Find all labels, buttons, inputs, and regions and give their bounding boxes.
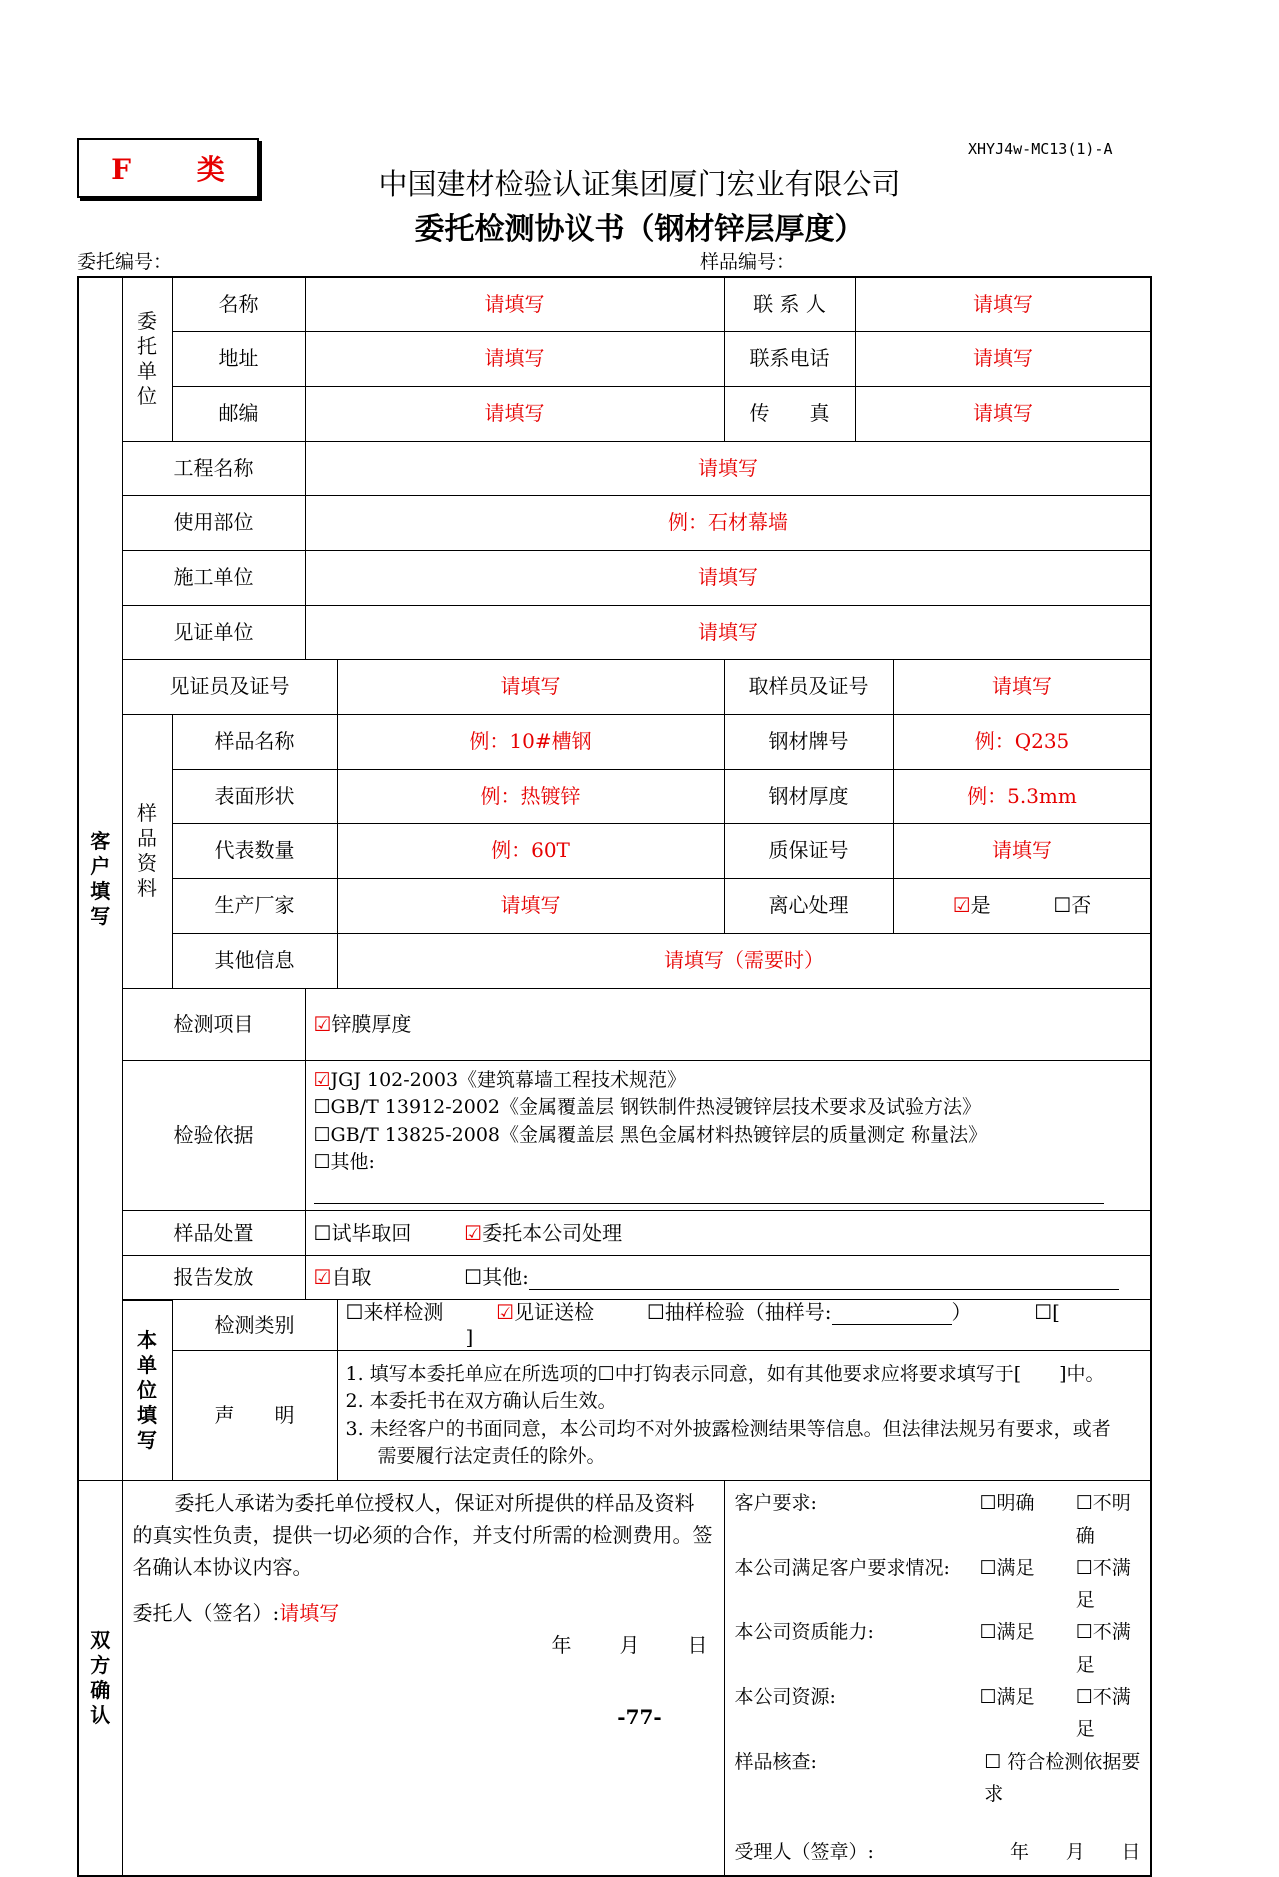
- review-meet: 本公司满足客户要求情况: ☐满足 ☐不满足: [734, 1556, 1131, 1612]
- section-client-label: 客 户 填 写: [78, 277, 122, 1481]
- entrust-no-label: 委托编号：: [77, 251, 173, 273]
- manufacturer-label: 生产厂家: [172, 878, 337, 933]
- cert-value[interactable]: 请填写: [893, 823, 1151, 878]
- company-name: 中国建材检验认证集团厦门宏业有限公司: [378, 167, 901, 201]
- constructor-label: 施工单位: [122, 550, 305, 605]
- thickness-label: 钢材厚度: [724, 769, 893, 823]
- sample-name-label: 样品名称: [172, 714, 337, 769]
- basis-item: ☐其他:: [314, 1149, 1151, 1204]
- test-type-witness-checkbox[interactable]: ☑: [496, 1300, 515, 1325]
- disposal-return-checkbox[interactable]: ☐: [313, 1220, 332, 1245]
- entrust-unit-label: 委 托 单 位: [122, 277, 172, 441]
- promise-text: 委托人承诺为委托单位授权人，保证对所提供的样品及资料的真实性负责，提供一切必须的合作，并支付所需的检测费用。签名确认本协议内容。: [132, 1491, 713, 1580]
- witness-unit-value[interactable]: 请填写: [305, 605, 1151, 659]
- address-value[interactable]: 请填写: [305, 331, 724, 386]
- review-sample-check: 样品核查: ☐ 符合检测依据要求: [734, 1750, 1141, 1805]
- other-info-label: 其他信息: [172, 933, 337, 988]
- centrifuge-options: [893, 878, 1151, 933]
- address-label: 地址: [172, 331, 305, 386]
- quantity-label: 代表数量: [172, 823, 337, 878]
- quantity-value[interactable]: 例：60T: [337, 823, 724, 878]
- sample-no-label: 样品编号：: [700, 251, 796, 273]
- client-signature-value[interactable]: 请填写: [279, 1601, 340, 1626]
- basis-item: ☐GB/T 13825-2008《金属覆盖层 黑色金属材料热镀锌层的质量测定 称量法》: [313, 1123, 988, 1146]
- test-type-options: ☐来样检测 ☑见证送检 ☐抽样检验（抽样号: ） ☐[]: [337, 1300, 1151, 1351]
- section-both-label: 双 方 确 认: [78, 1481, 122, 1876]
- contact-value[interactable]: 请填写: [855, 277, 1151, 331]
- test-type-sample-checkbox[interactable]: ☐: [345, 1300, 364, 1325]
- witness-person-label: 见证员及证号: [122, 659, 337, 714]
- category-badge: F 类: [77, 138, 259, 198]
- test-item-checkbox[interactable]: ☑: [313, 1011, 332, 1036]
- centrifuge-no-checkbox[interactable]: ☐: [1053, 893, 1072, 917]
- page-number: -77-: [617, 1705, 662, 1729]
- sampler-value[interactable]: 请填写: [893, 659, 1151, 714]
- sample-name-value[interactable]: 例：10#槽钢: [337, 714, 724, 769]
- witness-person-value[interactable]: 请填写: [337, 659, 724, 714]
- fax-value[interactable]: 请填写: [855, 386, 1151, 441]
- phone-label: 联系电话: [724, 331, 855, 386]
- surface-value[interactable]: 例：热镀锌: [337, 769, 724, 823]
- centrifuge-no-label: 否: [1071, 893, 1092, 917]
- review-resource: 本公司资源: ☐满足 ☐不满足: [734, 1686, 1131, 1741]
- section-unit-label: 本 单 位 填 写: [122, 1300, 172, 1481]
- basis-checkbox[interactable]: ☐: [313, 1096, 331, 1119]
- disposal-return-label: 试毕取回: [331, 1220, 412, 1245]
- test-item-label: 检测项目: [122, 988, 305, 1060]
- report-options: [305, 1256, 1151, 1300]
- statement-label: 声 明: [172, 1351, 337, 1481]
- basis-checkbox[interactable]: ☐: [313, 1123, 331, 1146]
- centrifuge-yes-checkbox[interactable]: ☑: [952, 893, 971, 917]
- fax-label: 传 真: [724, 386, 855, 441]
- client-signature: 委托人（签名）:请填写: [132, 1601, 340, 1626]
- surface-label: 表面形状: [172, 769, 337, 823]
- disposal-label: 样品处置: [122, 1211, 305, 1256]
- test-type-sampling-checkbox[interactable]: ☐: [646, 1300, 665, 1325]
- project-name-value[interactable]: 请填写: [305, 441, 1151, 495]
- agreement-form: [77, 276, 1152, 1877]
- test-type-other-checkbox[interactable]: ☐: [1034, 1300, 1053, 1325]
- disposal-company-checkbox[interactable]: ☑: [464, 1220, 483, 1245]
- manufacturer-value[interactable]: 请填写: [337, 878, 724, 933]
- basis-checkbox[interactable]: ☑: [313, 1068, 331, 1091]
- test-type-label: 检测类别: [172, 1300, 337, 1351]
- centrifuge-label: 离心处理: [724, 878, 893, 933]
- witness-unit-label: 见证单位: [122, 605, 305, 659]
- basis-item: ☑JGJ 102-2003《建筑幕墙工程技术规范》: [313, 1068, 687, 1091]
- constructor-value[interactable]: 请填写: [305, 550, 1151, 605]
- report-other-checkbox[interactable]: ☐: [464, 1265, 483, 1290]
- phone-value[interactable]: 请填写: [855, 331, 1151, 386]
- document-code: XHYJ4w-MC13(1)-A: [968, 140, 1113, 158]
- client-date: 年 月 日: [551, 1633, 708, 1658]
- report-self-checkbox[interactable]: ☑: [313, 1265, 332, 1290]
- statement-text: 1. 填写本委托单应在所选项的☐中打钩表示同意，如有其他要求应将要求填写于[ ]中。 2. 本委托书在双方确认后生效。 3. 未经客户的书面同意，本公司均不对外披露检测结果等信息。但法律法规另有要求，或者 需要履行法定责任的除外。: [337, 1351, 1151, 1481]
- review-client-req: 客户要求: ☐明确 ☐不明确: [734, 1492, 1131, 1547]
- postcode-value[interactable]: 请填写: [305, 386, 724, 441]
- report-self-label: 自取: [331, 1265, 372, 1290]
- review-cell: [724, 1481, 1151, 1876]
- other-info-value[interactable]: 请填写（需要时）: [337, 933, 1151, 988]
- cert-label: 质保证号: [724, 823, 893, 878]
- thickness-value[interactable]: 例：5.3mm: [893, 769, 1151, 823]
- steel-grade-label: 钢材牌号: [724, 714, 893, 769]
- name-label: 名称: [172, 277, 305, 331]
- basis-item: ☐GB/T 13912-2002《金属覆盖层 钢铁制件热浸镀锌层技术要求及试验方法》: [313, 1096, 982, 1119]
- usage-value[interactable]: 例：石材幕墙: [305, 495, 1151, 550]
- sampling-no-input[interactable]: [832, 1304, 952, 1325]
- sampler-label: 取样员及证号: [724, 659, 893, 714]
- page-title: 委托检测协议书（钢材锌层厚度）: [414, 212, 865, 247]
- steel-grade-value[interactable]: 例：Q235: [893, 714, 1151, 769]
- basis-options: [305, 1060, 1151, 1211]
- receiver-signature: 受理人（签章）: 年 月 日: [734, 1841, 1141, 1864]
- basis-checkbox[interactable]: ☐: [313, 1151, 331, 1174]
- usage-label: 使用部位: [122, 495, 305, 550]
- report-other-label: 其他:: [482, 1265, 529, 1290]
- test-item-value: 锌膜厚度: [331, 1011, 412, 1036]
- client-promise-cell: [122, 1481, 724, 1876]
- postcode-label: 邮编: [172, 386, 305, 441]
- basis-label: 检验依据: [122, 1060, 305, 1211]
- name-value[interactable]: 请填写: [305, 277, 724, 331]
- basis-other-input[interactable]: [314, 1183, 1104, 1204]
- review-qual: 本公司资质能力: ☐满足 ☐不满足: [734, 1621, 1131, 1676]
- centrifuge-yes-label: 是: [970, 893, 991, 917]
- sample-info-label: 样 品 资 料: [122, 714, 172, 988]
- report-other-input[interactable]: [529, 1269, 1119, 1290]
- contact-label: 联 系 人: [724, 277, 855, 331]
- project-name-label: 工程名称: [122, 441, 305, 495]
- disposal-options: [305, 1211, 1151, 1256]
- report-label: 报告发放: [122, 1256, 305, 1300]
- disposal-company-label: 委托本公司处理: [482, 1220, 623, 1245]
- test-item-options: [305, 988, 1151, 1060]
